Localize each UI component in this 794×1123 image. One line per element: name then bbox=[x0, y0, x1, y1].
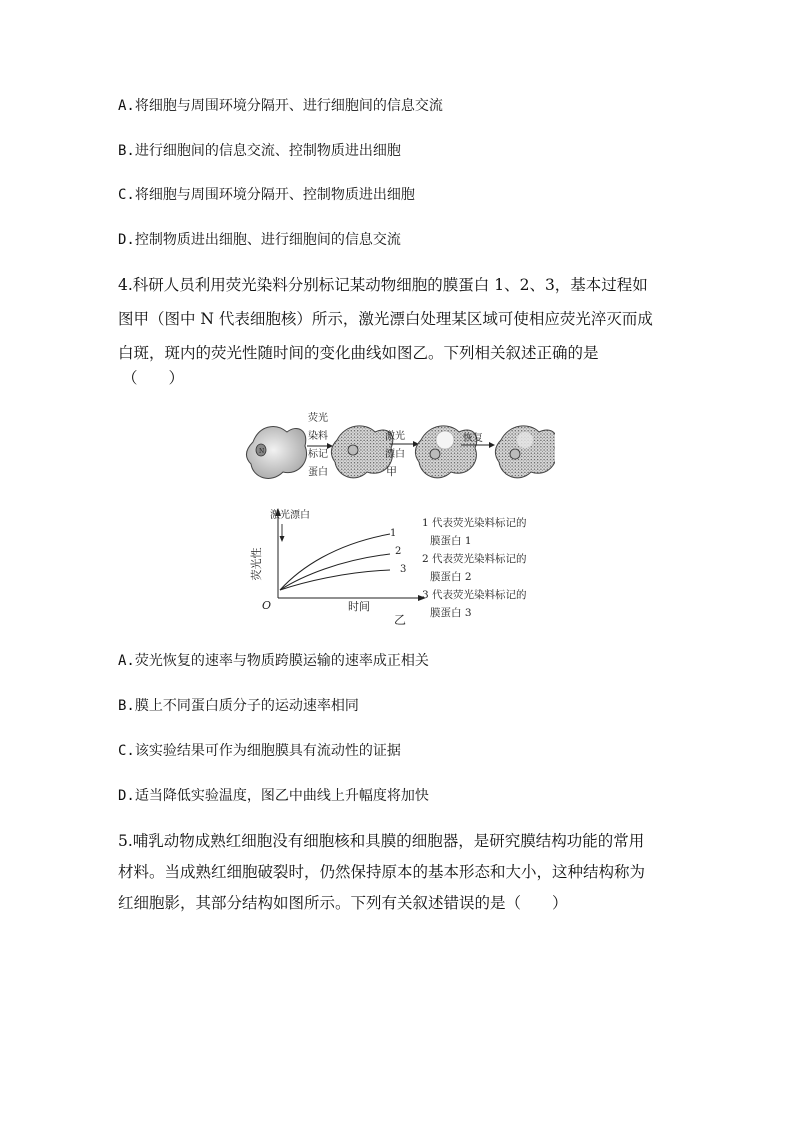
svg-text:激光: 激光 bbox=[385, 431, 405, 442]
svg-text:标记: 标记 bbox=[308, 449, 328, 460]
q4-option-c: C.该实验结果可作为细胞膜具有流动性的证据 bbox=[118, 743, 401, 759]
label-laser-bleach bbox=[385, 429, 405, 478]
question-5-line-1: 5.哺乳动物成熟红细胞没有细胞核和具膜的细胞器，是研究膜结构功能的常用 bbox=[118, 832, 645, 850]
q4-option-a: A.荧光恢复的速率与物质跨膜运输的速率成正相关 bbox=[118, 653, 429, 669]
x-axis-label: 时间 bbox=[348, 600, 370, 613]
svg-text:蛋白: 蛋白 bbox=[308, 467, 328, 478]
arrow-down-icon bbox=[280, 524, 285, 542]
option-d: D.控制物质进出细胞、进行细胞间的信息交流 bbox=[118, 232, 401, 248]
label-recovery bbox=[463, 431, 483, 444]
svg-text:膜蛋白 1: 膜蛋白 1 bbox=[430, 535, 472, 547]
option-b: B.进行细胞间的信息交流、控制物质进出细胞 bbox=[118, 143, 401, 159]
origin-label: O bbox=[262, 599, 272, 612]
curve-3 bbox=[280, 570, 390, 590]
question-5-line-2: 材料。当成熟红细胞破裂时，仍然保持原本的基本形态和大小，这种结构称为 bbox=[118, 863, 646, 881]
cell-recovered bbox=[495, 426, 555, 478]
option-c: C.将细胞与周围环境分隔开、控制物质进出细胞 bbox=[118, 187, 415, 203]
q4-option-b: B.膜上不同蛋白质分子的运动速率相同 bbox=[118, 698, 359, 714]
y-axis-label: 荧光性 bbox=[250, 547, 263, 581]
q4-option-d: D.适当降低实验温度，图乙中曲线上升幅度将加快 bbox=[118, 788, 429, 804]
curve-label-3: 3 bbox=[400, 564, 407, 575]
axes bbox=[275, 508, 426, 601]
panel-label-yi: 乙 bbox=[394, 613, 407, 627]
label-fluorescent-labeling bbox=[308, 412, 328, 478]
bleach-annotation: 激光漂白 bbox=[270, 510, 310, 521]
figure-jia bbox=[245, 412, 555, 494]
cell-labeled bbox=[331, 426, 392, 478]
svg-text:荧光: 荧光 bbox=[308, 413, 328, 424]
option-a: A.将细胞与周围环境分隔开、进行细胞间的信息交流 bbox=[118, 98, 443, 114]
svg-text:2 代表荧光染料标记的: 2 代表荧光染料标记的 bbox=[422, 553, 527, 565]
answer-bracket: （ ） bbox=[122, 369, 185, 387]
question-4-line-2: 图甲（图中 N 代表细胞核）所示，激光漂白处理某区域可使相应荧光淬灭而成 bbox=[118, 310, 653, 328]
curve-label-1: 1 bbox=[390, 528, 397, 539]
svg-text:1 代表荧光染料标记的: 1 代表荧光染料标记的 bbox=[422, 517, 527, 529]
question-5-line-3: 红细胞影，其部分结构如图所示。下列有关叙述错误的是（ ） bbox=[118, 894, 568, 912]
question-4-line-3: 白斑，斑内的荧光性随时间的变化曲线如图乙。下列相关叙述正确的是 bbox=[118, 344, 599, 362]
legend bbox=[422, 516, 527, 619]
nucleus-label: N bbox=[259, 448, 265, 455]
cell-unlabeled bbox=[247, 427, 307, 479]
curve-1 bbox=[280, 534, 390, 590]
panel-label-jia: 甲 bbox=[386, 465, 397, 478]
svg-text:染料: 染料 bbox=[308, 431, 328, 442]
svg-text:膜蛋白 3: 膜蛋白 3 bbox=[430, 607, 472, 619]
question-4-line-1: 4.科研人员利用荧光染料分别标记某动物细胞的膜蛋白 1、2、3，基本过程如 bbox=[118, 276, 648, 294]
svg-text:恢复: 恢复 bbox=[463, 433, 483, 444]
curve-label-2: 2 bbox=[395, 546, 402, 557]
svg-text:3 代表荧光染料标记的: 3 代表荧光染料标记的 bbox=[422, 589, 527, 601]
figure-yi bbox=[240, 502, 560, 632]
svg-text:膜蛋白 2: 膜蛋白 2 bbox=[430, 571, 472, 583]
svg-text:漂白: 漂白 bbox=[385, 449, 405, 460]
